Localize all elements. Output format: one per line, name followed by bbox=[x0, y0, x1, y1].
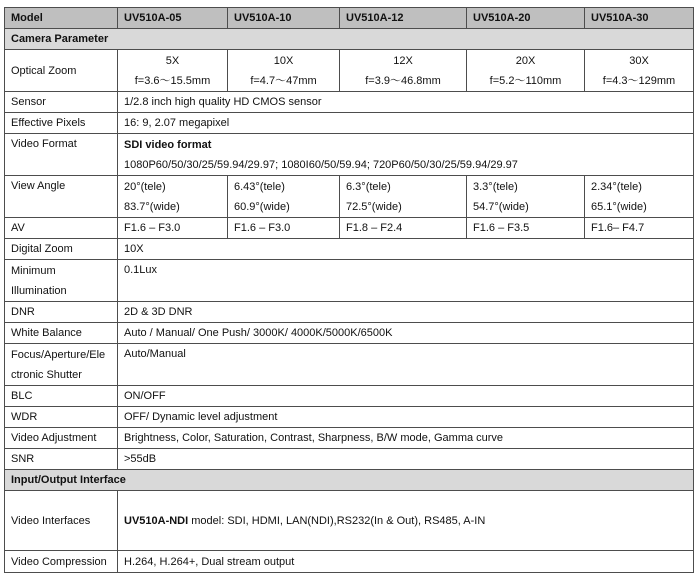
row-label-line: Focus/Aperture/Ele bbox=[11, 348, 106, 361]
table-row-digital-zoom bbox=[5, 239, 694, 260]
model-name: UV510A-12 bbox=[340, 8, 467, 29]
table-row-optical-zoom bbox=[5, 50, 694, 92]
angle-wide: 54.7°(wide) bbox=[473, 200, 529, 213]
row-value: 10X bbox=[118, 239, 694, 260]
zoom-focal: f=4.3～129mm bbox=[602, 74, 676, 87]
row-label: Video Compression bbox=[5, 551, 118, 573]
zoom-x: 30X bbox=[629, 54, 649, 67]
row-label: BLC bbox=[5, 386, 118, 407]
table-row-av bbox=[5, 218, 694, 239]
row-label bbox=[5, 344, 118, 386]
video-format-list: 1080P60/50/30/25/59.94/29.97; 1080I60/50/59.94; 720P60/50/30/25/59.94/29.97 bbox=[124, 158, 518, 171]
zoom-focal: f=3.9～46.8mm bbox=[365, 74, 441, 87]
section-row bbox=[5, 29, 694, 50]
row-label: WDR bbox=[5, 407, 118, 428]
model-name: UV510A-30 bbox=[585, 8, 694, 29]
row-value: H.264, H.264+, Dual stream output bbox=[118, 551, 694, 573]
row-label: Effective Pixels bbox=[5, 113, 118, 134]
table-row-sensor bbox=[5, 92, 694, 113]
table-row-effective-pixels bbox=[5, 113, 694, 134]
row-value bbox=[118, 491, 694, 551]
angle-wide: 72.5°(wide) bbox=[346, 200, 402, 213]
row-value: 2D & 3D DNR bbox=[118, 302, 694, 323]
zoom-cell bbox=[467, 50, 585, 92]
av-value: F1.8 – F2.4 bbox=[340, 218, 467, 239]
table-row-video-interfaces bbox=[5, 491, 694, 551]
table-row-snr bbox=[5, 449, 694, 470]
angle-wide: 83.7°(wide) bbox=[124, 200, 180, 213]
table-row-white-balance bbox=[5, 323, 694, 344]
zoom-cell bbox=[340, 50, 467, 92]
row-value: OFF/ Dynamic level adjustment bbox=[118, 407, 694, 428]
table-row-video-adjustment bbox=[5, 428, 694, 449]
row-value: ON/OFF bbox=[118, 386, 694, 407]
table-row-dnr bbox=[5, 302, 694, 323]
row-label-line: ctronic Shutter bbox=[11, 368, 82, 381]
row-value: 1/2.8 inch high quality HD CMOS sensor bbox=[118, 92, 694, 113]
row-label: Sensor bbox=[5, 92, 118, 113]
angle-tele: 2.34°(tele) bbox=[591, 180, 642, 193]
av-value: F1.6 – F3.0 bbox=[118, 218, 228, 239]
zoom-cell bbox=[228, 50, 340, 92]
row-label: SNR bbox=[5, 449, 118, 470]
section-row bbox=[5, 470, 694, 491]
interface-model: UV510A-NDI bbox=[124, 514, 189, 527]
spec-table bbox=[4, 7, 694, 573]
model-name: UV510A-10 bbox=[228, 8, 340, 29]
row-label bbox=[5, 260, 118, 302]
row-value: Auto / Manual/ One Push/ 3000K/ 4000K/5000K/6500K bbox=[118, 323, 694, 344]
angle-cell bbox=[467, 176, 585, 218]
row-label: AV bbox=[5, 218, 118, 239]
angle-tele: 20°(tele) bbox=[124, 180, 166, 193]
angle-tele: 6.3°(tele) bbox=[346, 180, 391, 193]
table-row-video-format bbox=[5, 134, 694, 176]
angle-cell bbox=[340, 176, 467, 218]
zoom-focal: f=4.7～47mm bbox=[250, 74, 317, 87]
table-row-focus bbox=[5, 344, 694, 386]
row-value bbox=[118, 134, 694, 176]
zoom-focal: f=5.2～110mm bbox=[489, 74, 562, 87]
row-value: Auto/Manual bbox=[118, 344, 694, 386]
av-value: F1.6 – F3.0 bbox=[228, 218, 340, 239]
angle-cell bbox=[585, 176, 694, 218]
row-label: White Balance bbox=[5, 323, 118, 344]
angle-wide: 60.9°(wide) bbox=[234, 200, 290, 213]
row-value: Brightness, Color, Saturation, Contrast, Sharpness, B/W mode, Gamma curve bbox=[118, 428, 694, 449]
angle-tele: 3.3°(tele) bbox=[473, 180, 518, 193]
angle-wide: 65.1°(wide) bbox=[591, 200, 647, 213]
model-name: UV510A-20 bbox=[467, 8, 585, 29]
row-value: >55dB bbox=[118, 449, 694, 470]
model-header-row bbox=[5, 8, 694, 29]
model-label: Model bbox=[5, 8, 118, 29]
zoom-cell bbox=[585, 50, 694, 92]
zoom-cell bbox=[118, 50, 228, 92]
interface-list: model: SDI, HDMI, LAN(NDI),RS232(In & Out), RS485, A-IN bbox=[188, 514, 486, 527]
av-value: F1.6 – F3.5 bbox=[467, 218, 585, 239]
angle-cell bbox=[228, 176, 340, 218]
table-row-video-compression bbox=[5, 551, 694, 573]
zoom-x: 20X bbox=[515, 54, 536, 67]
row-label: View Angle bbox=[5, 176, 118, 218]
row-label-line: Illumination bbox=[11, 284, 67, 297]
video-format-title: SDI video format bbox=[124, 138, 212, 151]
zoom-focal: f=3.6～15.5mm bbox=[134, 74, 211, 87]
row-value: 16: 9, 2.07 megapixel bbox=[118, 113, 694, 134]
zoom-x: 10X bbox=[273, 54, 294, 67]
angle-cell bbox=[118, 176, 228, 218]
table-row-blc bbox=[5, 386, 694, 407]
table-row-view-angle bbox=[5, 176, 694, 218]
section-title-io: Input/Output Interface bbox=[5, 470, 694, 491]
table-row-wdr bbox=[5, 407, 694, 428]
row-value: 0.1Lux bbox=[118, 260, 694, 302]
table-row-minimum-illumination bbox=[5, 260, 694, 302]
angle-tele: 6.43°(tele) bbox=[234, 180, 285, 193]
zoom-x: 5X bbox=[165, 54, 180, 67]
row-label: Digital Zoom bbox=[5, 239, 118, 260]
row-label: DNR bbox=[5, 302, 118, 323]
model-name: UV510A-05 bbox=[118, 8, 228, 29]
row-label-line: Minimum bbox=[11, 264, 56, 277]
row-label: Video Format bbox=[5, 134, 118, 176]
av-value: F1.6– F4.7 bbox=[585, 218, 694, 239]
section-title-camera: Camera Parameter bbox=[5, 29, 694, 50]
row-label: Video Adjustment bbox=[5, 428, 118, 449]
row-label: Video Interfaces bbox=[5, 491, 118, 551]
row-label: Optical Zoom bbox=[5, 50, 118, 92]
zoom-x: 12X bbox=[393, 54, 413, 67]
